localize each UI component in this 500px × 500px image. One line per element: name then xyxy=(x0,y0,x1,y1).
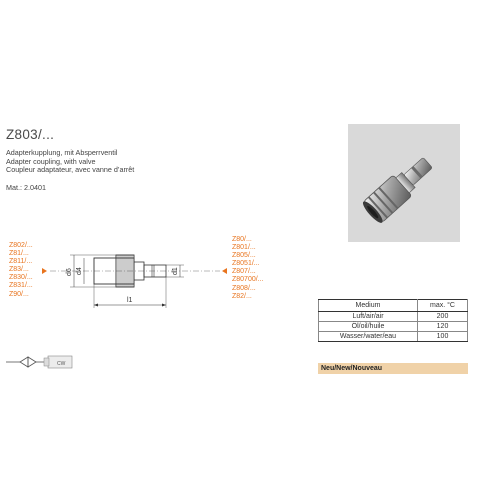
list-item: Z802/... xyxy=(9,242,33,249)
product-description xyxy=(6,149,134,175)
compatible-list-right xyxy=(232,236,264,301)
column-header-max-temp: max. °C xyxy=(418,300,468,312)
dim-d6-label: d6 xyxy=(66,268,73,276)
table-cell: 120 xyxy=(418,322,468,332)
new-badge: Neu/New/Nouveau xyxy=(318,363,468,374)
temperature-table xyxy=(318,299,468,342)
list-item: Z801/... xyxy=(232,244,256,252)
list-item: Z831/... xyxy=(9,282,33,290)
table-cell: Luft/air/air xyxy=(319,312,418,322)
table-row xyxy=(319,312,468,322)
valve-symbol-icon xyxy=(20,357,28,367)
table-cell: 100 xyxy=(418,332,468,342)
arrow-left-icon xyxy=(222,268,227,274)
symbol-label: CW xyxy=(57,361,66,367)
list-item: Z80/... xyxy=(232,236,252,243)
coupling-symbol xyxy=(4,351,76,373)
list-item: Z805/... xyxy=(232,252,256,260)
description-en: Adapter coupling, with valve xyxy=(6,156,96,166)
product-title: Z803/... xyxy=(6,127,55,142)
list-item: Z811/... xyxy=(9,258,33,266)
list-item: Z90/... xyxy=(9,290,29,298)
dim-d4-label: d4 xyxy=(76,267,83,275)
dim-d1-label: d1 xyxy=(172,267,179,275)
coupling-photo-image xyxy=(348,124,460,242)
compatible-list-left xyxy=(9,242,33,299)
description-de: Adapterkupplung, mit Absperrventil xyxy=(6,148,118,157)
list-item: Z8051/... xyxy=(232,260,260,268)
description-fr: Coupleur adaptateur, avec vanne d’arrêt xyxy=(6,165,135,175)
table-row xyxy=(319,332,468,342)
list-item: Z83/... xyxy=(9,266,29,274)
arrow-right-icon xyxy=(42,268,47,274)
dim-l1-label: l1 xyxy=(127,297,133,304)
list-item: Z807/... xyxy=(232,268,256,276)
list-item: Z80700/... xyxy=(232,276,264,284)
technical-drawing xyxy=(48,238,224,316)
table-cell: Öl/oil/huile xyxy=(319,322,418,332)
list-item: Z808/... xyxy=(232,284,256,292)
list-item: Z82/... xyxy=(232,292,252,300)
list-item: Z830/... xyxy=(9,274,33,282)
product-photo xyxy=(348,124,460,242)
table-row xyxy=(319,322,468,332)
table-cell: Wasser/water/eau xyxy=(319,332,418,342)
column-header-medium: Medium xyxy=(319,300,418,312)
list-item: Z81/... xyxy=(9,250,29,258)
table-header-row xyxy=(319,300,468,312)
table-cell: 200 xyxy=(418,312,468,322)
material-number: Mat.: 2.0401 xyxy=(6,183,46,192)
